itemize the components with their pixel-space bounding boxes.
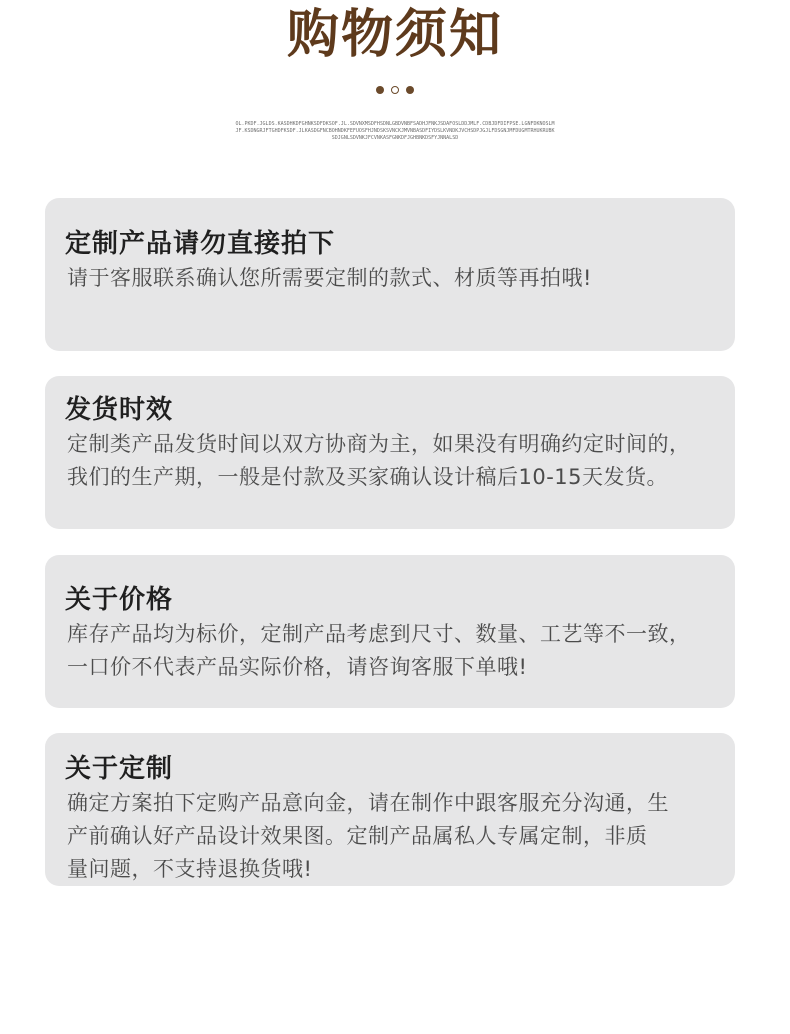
notice-text-line: 一口价不代表产品实际价格，请咨询客服下单哦! [67,655,528,679]
page-title: 购物须知 [286,5,503,65]
notice-text-line: 库存产品均为标价，定制产品考虑到尺寸、数量、工艺等不一致， [67,622,691,646]
decorative-tagline: OL.PKDF.JGLDS.KASDHKDFGHNKSDFDKSOF.JL.SDVNXMSDFHSDNLGBDVNBFSADHJFNKJSDAFOSLDDJMLF.CDBJDFDIFPSE.LGNFDKNOSLMJF.KSDNGRJFTGHDFKSDF.JLKASDGFNCBOHNDKFEFUOSFHJNDSKSVNCKJMVNBASDFIYDSLKVNDKJVCHSDPJGJLFDSGNJMFDUGMTRHUKRUBKSDJGNLSDVNKJFCVNKASFGNKDFJGHBNKDSFYJNNALSD [235,121,555,141]
notice-card-price [45,555,735,708]
notice-card-custom-order [45,198,735,351]
dot-icon [376,86,384,94]
dot-icon [406,86,414,94]
notice-text-line: 量问题，不支持退换货哦! [67,857,313,881]
notice-text-line: 定制类产品发货时间以双方协商为主，如果没有明确约定时间的， [67,432,691,456]
dot-outline-icon [391,86,399,94]
notice-title: 关于价格 [65,585,174,615]
notice-text-line: 我们的生产期，一般是付款及买家确认设计稿后10-15天发货。 [67,465,669,489]
notice-title: 关于定制 [65,754,174,784]
notice-card-customization [45,733,735,886]
notice-text-line: 请于客服联系确认您所需要定制的款式、材质等再拍哦! [67,266,592,290]
notice-title: 定制产品请勿直接拍下 [65,229,336,259]
notice-title: 发货时效 [65,395,174,425]
decorative-dots [0,86,790,94]
notice-text-line: 产前确认好产品设计效果图。定制产品属私人专属定制，非质 [67,824,648,848]
notice-text-line: 确定方案拍下定购产品意向金，请在制作中跟客服充分沟通，生 [67,791,669,815]
notice-card-shipping [45,376,735,529]
